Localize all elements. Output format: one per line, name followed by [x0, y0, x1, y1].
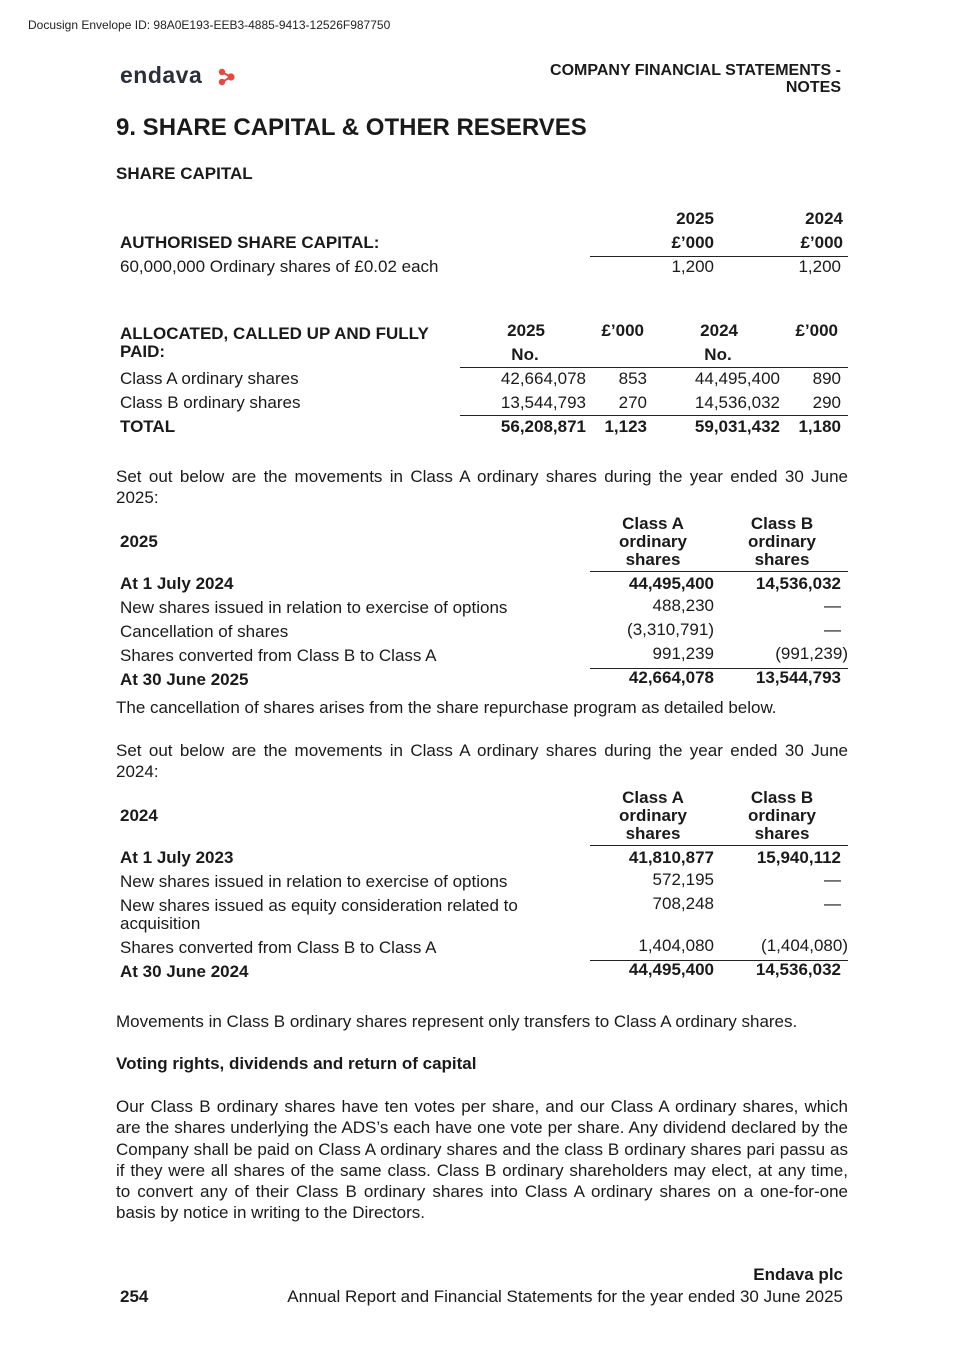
- row-label: Class A ordinary shares: [120, 369, 299, 388]
- cell-value: (1,404,080): [761, 936, 848, 955]
- table-heading: AUTHORISED SHARE CAPITAL:: [120, 233, 380, 252]
- col-header-year: 2024: [805, 209, 843, 228]
- opening-balance-label: At 1 July 2024: [120, 574, 234, 593]
- opening-balance-label: At 1 July 2023: [120, 848, 234, 867]
- cell-value: 44,495,400: [628, 574, 714, 593]
- page-number: 254: [120, 1287, 149, 1306]
- cell-value: 270: [618, 393, 647, 412]
- header-line-1: COMPANY FINANCIAL STATEMENTS -: [550, 62, 841, 79]
- cell-value: 1,200: [671, 257, 714, 276]
- col-header: £’000: [795, 321, 838, 340]
- table-rule: [590, 845, 848, 846]
- cell-value: 1,200: [798, 257, 841, 276]
- col-header: shares: [754, 824, 810, 843]
- row-label: Class B ordinary shares: [120, 393, 301, 412]
- cell-value: 41,810,877: [628, 848, 714, 867]
- header-line-2: NOTES: [785, 79, 841, 96]
- class-b-note: Movements in Class B ordinary shares represent only transfers to Class A ordinary shares.: [116, 1012, 798, 1031]
- cell-value: 44,495,400: [628, 960, 714, 979]
- logo-mark-icon: [218, 68, 236, 86]
- closing-balance-label: At 30 June 2025: [120, 670, 249, 689]
- page-title: 9. SHARE CAPITAL & OTHER RESERVES: [116, 114, 587, 141]
- footer-company: Endava plc: [753, 1265, 843, 1284]
- row-label: Shares converted from Class B to Class A: [120, 938, 437, 957]
- cell-value: 14,536,032: [755, 960, 841, 979]
- endava-logo: [120, 62, 202, 89]
- cell-value: (991,239): [775, 644, 848, 663]
- closing-balance-label: At 30 June 2024: [120, 962, 249, 981]
- footer-report-title: Annual Report and Financial Statements for the year ended 30 June 2025: [287, 1287, 843, 1306]
- cell-value: 15,940,112: [756, 848, 841, 867]
- col-header-sub: No.: [704, 345, 732, 364]
- col-header: Class B: [750, 514, 814, 533]
- cell-value: 290: [812, 393, 841, 412]
- cell-value: 42,664,078: [628, 668, 714, 687]
- cancellation-note: The cancellation of shares arises from the share repurchase program as detailed below.: [116, 698, 777, 717]
- row-label: New shares issued as equity consideration related to: [120, 896, 518, 915]
- cell-value: 14,536,032: [755, 574, 841, 593]
- row-label: New shares issued in relation to exercise of options: [120, 598, 508, 617]
- total-value: 59,031,432: [694, 417, 780, 436]
- voting-rights-paragraph: Our Class B ordinary shares have ten votes per share, and our Class A ordinary shares, which are the shares underlying the ADS’s each have one vote per share. Any dividend declared by the Company shall be paid on Class A ordinary shares and the class B ordinary shares pari passu as if they were all shares of the same class. Class B ordinary shareholders may elect, at any time, to convert any of their Class B ordinary shares into Class A ordinary shares on a one-for-one basis by notice in writing to the Directors.: [116, 1097, 848, 1223]
- col-header: Class A: [622, 514, 684, 533]
- row-label: Cancellation of shares: [120, 622, 289, 641]
- total-label: TOTAL: [120, 417, 176, 436]
- cell-value: 13,544,793: [755, 668, 841, 687]
- cell-value: 44,495,400: [694, 369, 780, 388]
- intro-paragraph-2024: Set out below are the movements in Class A ordinary shares during the year ended 30 June 2024:: [116, 741, 848, 782]
- table-rule: [590, 571, 848, 572]
- table-rule: [460, 415, 848, 416]
- table-heading: ALLOCATED, CALLED UP AND FULLY: [120, 324, 429, 343]
- col-header: ordinary: [747, 806, 817, 825]
- total-value: 1,180: [798, 417, 841, 436]
- cell-value: 708,248: [652, 894, 714, 913]
- cell-value: 572,195: [652, 870, 714, 889]
- row-label: 60,000,000 Ordinary shares of £0.02 each: [120, 257, 439, 276]
- cell-value: —: [824, 894, 841, 913]
- docusign-envelope-id: Docusign Envelope ID: 98A0E193-EEB3-4885-9413-12526F987750: [28, 18, 391, 32]
- col-header: 2024: [700, 321, 738, 340]
- cell-value: 488,230: [652, 596, 714, 615]
- row-label: New shares issued in relation to exercise of options: [120, 872, 508, 891]
- section-header: [550, 62, 841, 96]
- total-value: 56,208,871: [500, 417, 586, 436]
- table-year-heading: 2025: [120, 532, 158, 551]
- table-rule: [460, 367, 848, 368]
- col-header: Class A: [622, 788, 684, 807]
- section-heading: SHARE CAPITAL: [116, 164, 253, 183]
- cell-value: 991,239: [652, 644, 714, 663]
- cell-value: 890: [812, 369, 841, 388]
- col-header: £’000: [601, 321, 644, 340]
- cell-value: (3,310,791): [627, 620, 714, 639]
- logo-text: endava: [120, 62, 203, 88]
- col-header: 2025: [507, 321, 545, 340]
- col-header-unit: £’000: [671, 233, 714, 252]
- col-header: ordinary: [618, 806, 688, 825]
- col-header: shares: [754, 550, 810, 569]
- col-header: shares: [625, 824, 681, 843]
- table-heading: PAID:: [120, 342, 166, 361]
- row-label: acquisition: [120, 914, 201, 933]
- cell-value: 13,544,793: [500, 393, 586, 412]
- voting-rights-heading: Voting rights, dividends and return of capital: [116, 1054, 477, 1073]
- col-header-unit: £’000: [800, 233, 843, 252]
- cell-value: 14,536,032: [694, 393, 780, 412]
- cell-value: 42,664,078: [500, 369, 586, 388]
- col-header: ordinary: [618, 532, 688, 551]
- intro-paragraph-2025: Set out below are the movements in Class A ordinary shares during the year ended 30 June 2025:: [116, 467, 848, 508]
- cell-value: —: [824, 596, 841, 615]
- cell-value: —: [824, 620, 841, 639]
- col-header-sub: No.: [511, 345, 539, 364]
- col-header: ordinary: [747, 532, 817, 551]
- col-header-year: 2025: [676, 209, 714, 228]
- table-year-heading: 2024: [120, 806, 158, 825]
- cell-value: 853: [618, 369, 647, 388]
- total-value: 1,123: [604, 417, 647, 436]
- cell-value: —: [824, 870, 841, 889]
- cell-value: 1,404,080: [638, 936, 714, 955]
- row-label: Shares converted from Class B to Class A: [120, 646, 437, 665]
- col-header: shares: [625, 550, 681, 569]
- col-header: Class B: [750, 788, 814, 807]
